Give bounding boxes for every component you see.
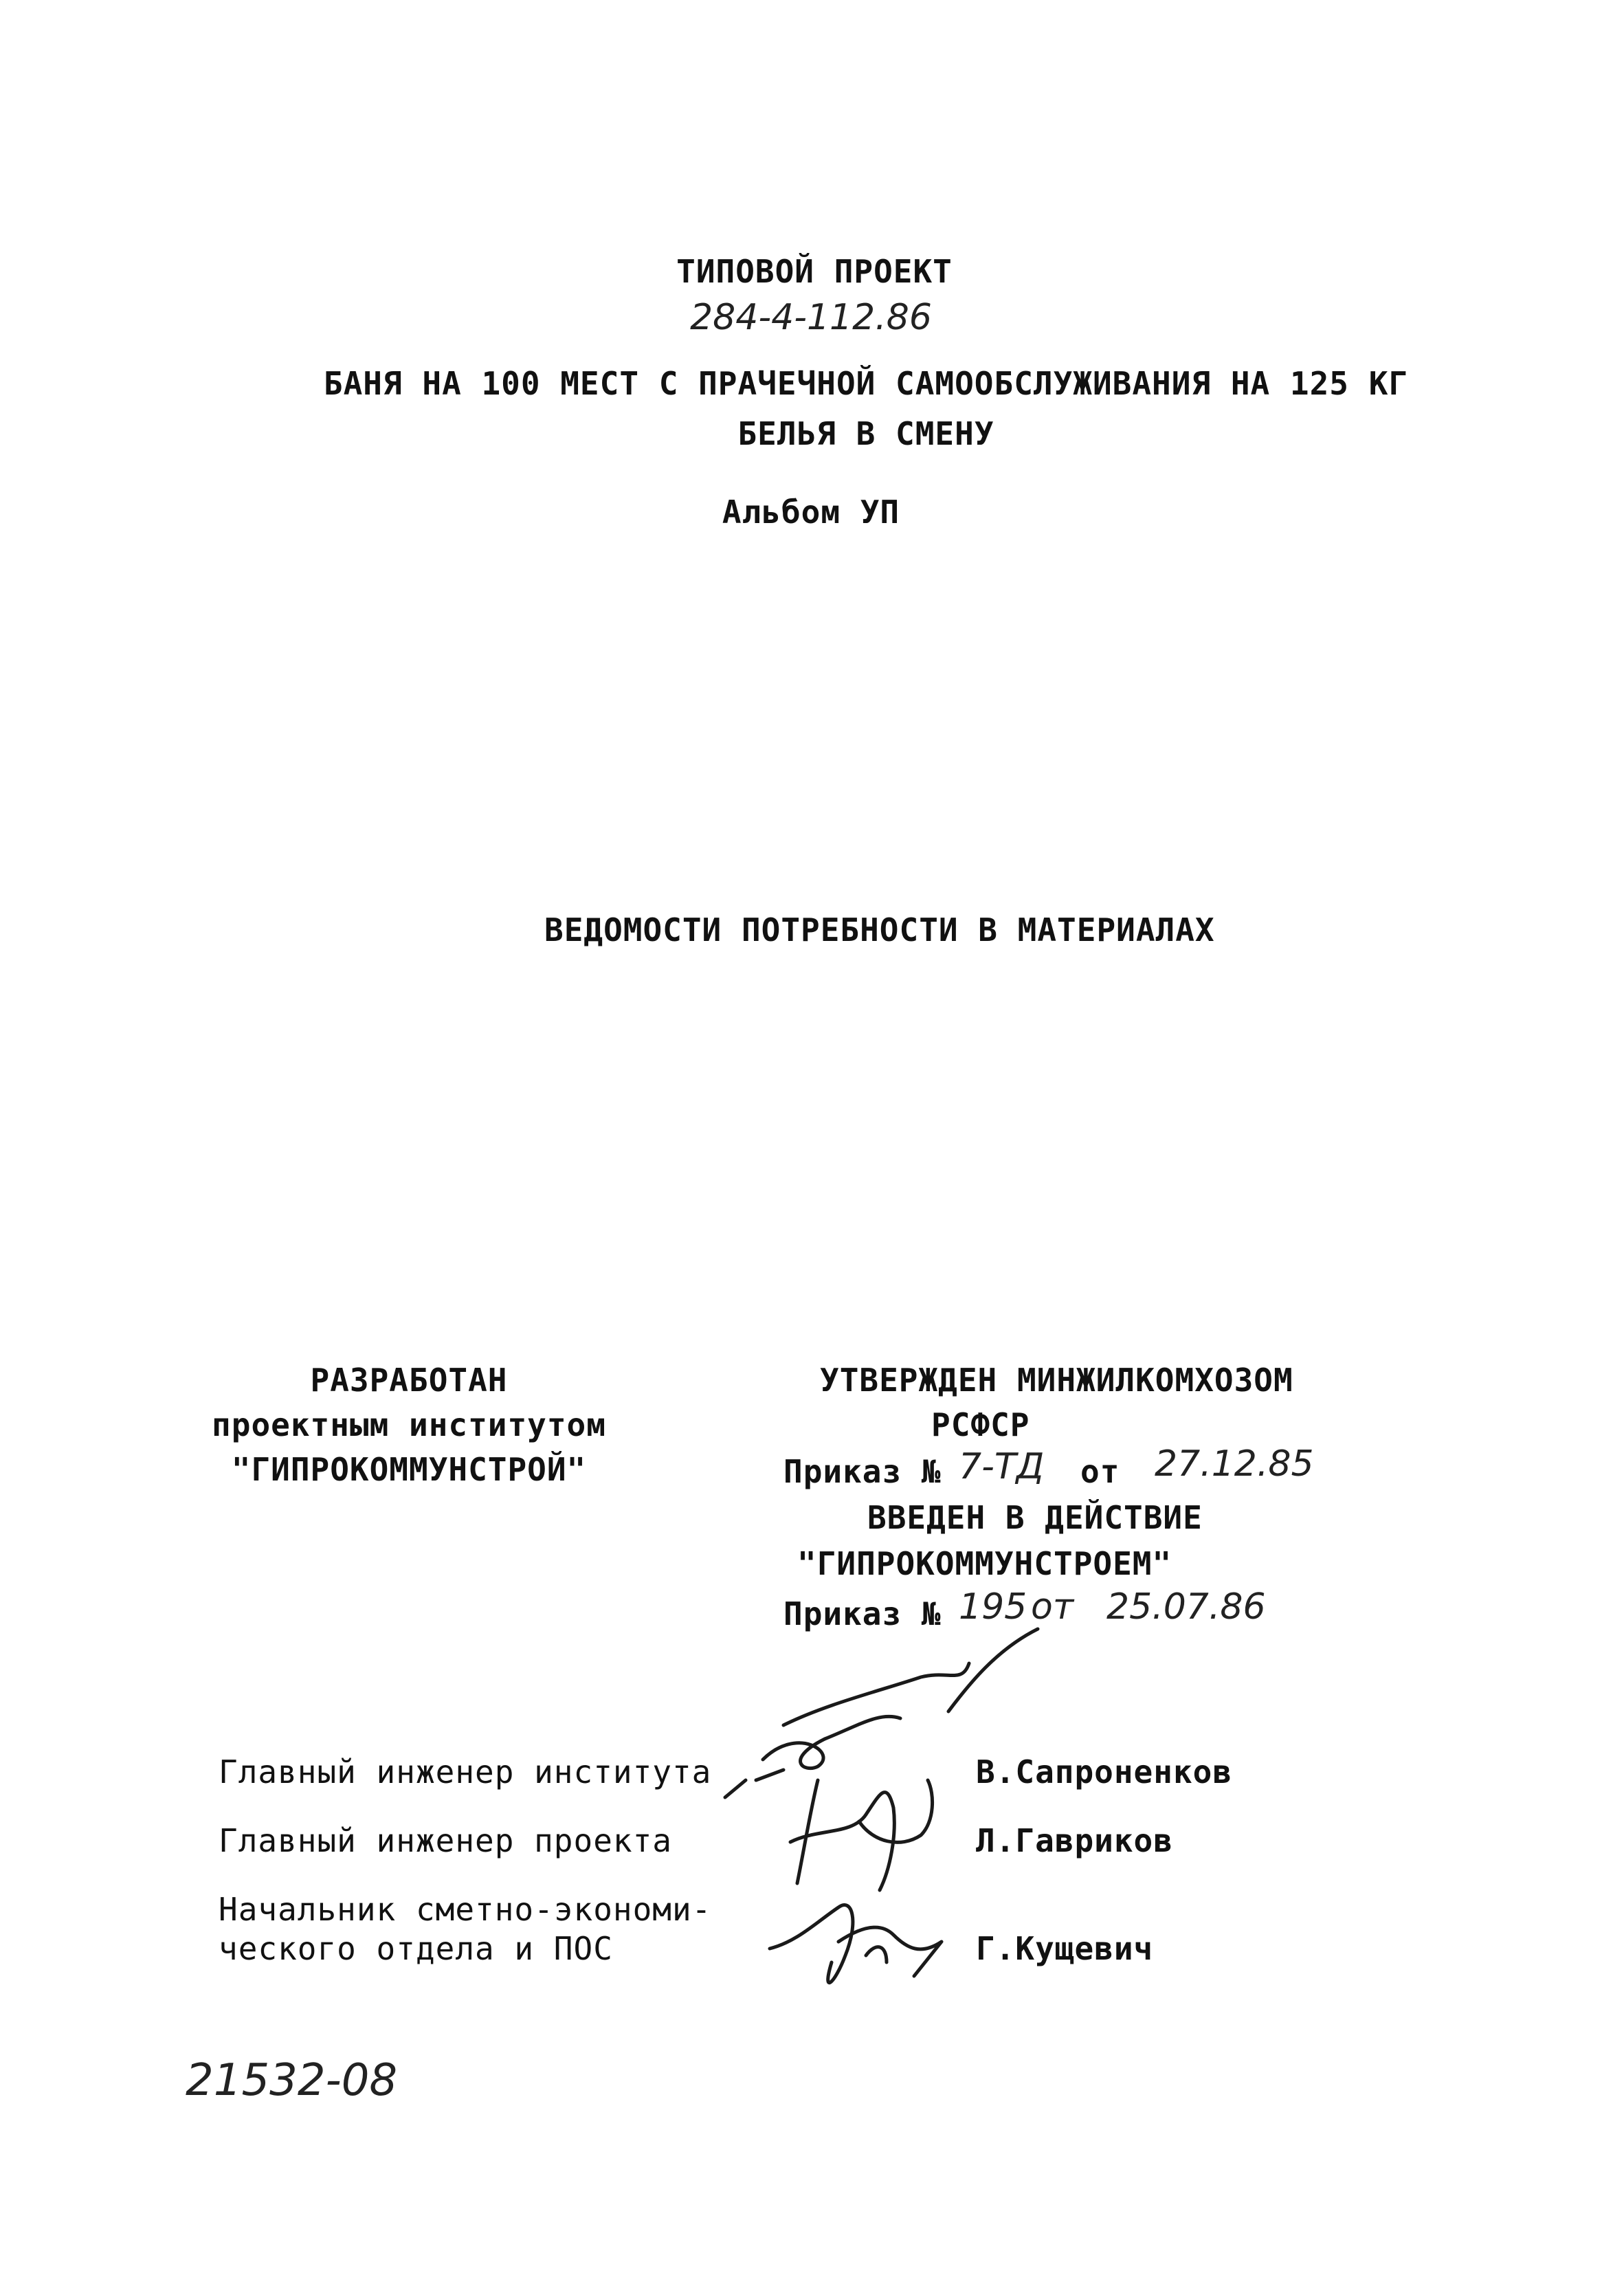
- approved-by: УТВЕРЖДЕН МИНЖИЛКОМХОЗОМ: [820, 1362, 1293, 1399]
- signatory-role-3a: Начальник сметно-экономи-: [219, 1891, 712, 1928]
- stray-mark: [722, 1773, 749, 1801]
- signatory-name-3: Г.Кущевич: [976, 1930, 1154, 1967]
- order2-date: 25.07.86: [1106, 1586, 1266, 1628]
- developed-heading: РАЗРАБОТАН: [310, 1362, 508, 1399]
- introduced-label: ВВЕДЕН В ДЕЙСТВИЕ: [867, 1499, 1203, 1536]
- album-label: Альбом УП: [722, 494, 900, 531]
- signatory-role-3b: ческого отдела и ПОС: [219, 1930, 613, 1967]
- signatory-name-2: Л.Гавриков: [976, 1822, 1173, 1859]
- approved-rsfsr: РСФСР: [931, 1406, 1030, 1443]
- introduced-by: "ГИПРОКОММУНСТРОЕМ": [797, 1545, 1172, 1582]
- inventory-number: 21532-08: [186, 2055, 398, 2106]
- document-subject: ВЕДОМОСТИ ПОТРЕБНОСТИ В МАТЕРИАЛАХ: [544, 911, 1215, 949]
- signature-gavrikov: [777, 1766, 948, 1897]
- project-number: 284-4-112.86: [690, 297, 932, 338]
- order-number: 7-ТД: [959, 1446, 1045, 1487]
- signature-kushchevich: [756, 1880, 955, 2004]
- signatory-role-1: Главный инженер института: [219, 1753, 712, 1790]
- developed-institute: проектным институтом: [212, 1406, 606, 1443]
- title-line-1: БАНЯ НА 100 МЕСТ С ПРАЧЕЧНОЙ САМООБСЛУЖИВАНИЯ НА 125 КГ: [323, 365, 1409, 402]
- signatory-name-1: В.Сапроненков: [976, 1753, 1233, 1790]
- developed-institute-name: "ГИПРОКОММУНСТРОЙ": [231, 1451, 587, 1488]
- order-prefix: Приказ №: [783, 1453, 942, 1490]
- order-date: 27.12.85: [1155, 1443, 1314, 1485]
- order2-prefix: Приказ №: [783, 1595, 942, 1632]
- order2-number: 195: [959, 1586, 1027, 1628]
- signature-sapronenkov: [742, 1622, 1072, 1787]
- project-type: ТИПОВОЙ ПРОЕКТ: [676, 253, 953, 290]
- order2-date-prefix: от: [1031, 1586, 1074, 1628]
- title-line-2: БЕЛЬЯ В СМЕНУ: [737, 415, 994, 452]
- order-date-prefix: от: [1080, 1453, 1120, 1490]
- signatory-role-2: Главный инженер проекта: [219, 1822, 672, 1859]
